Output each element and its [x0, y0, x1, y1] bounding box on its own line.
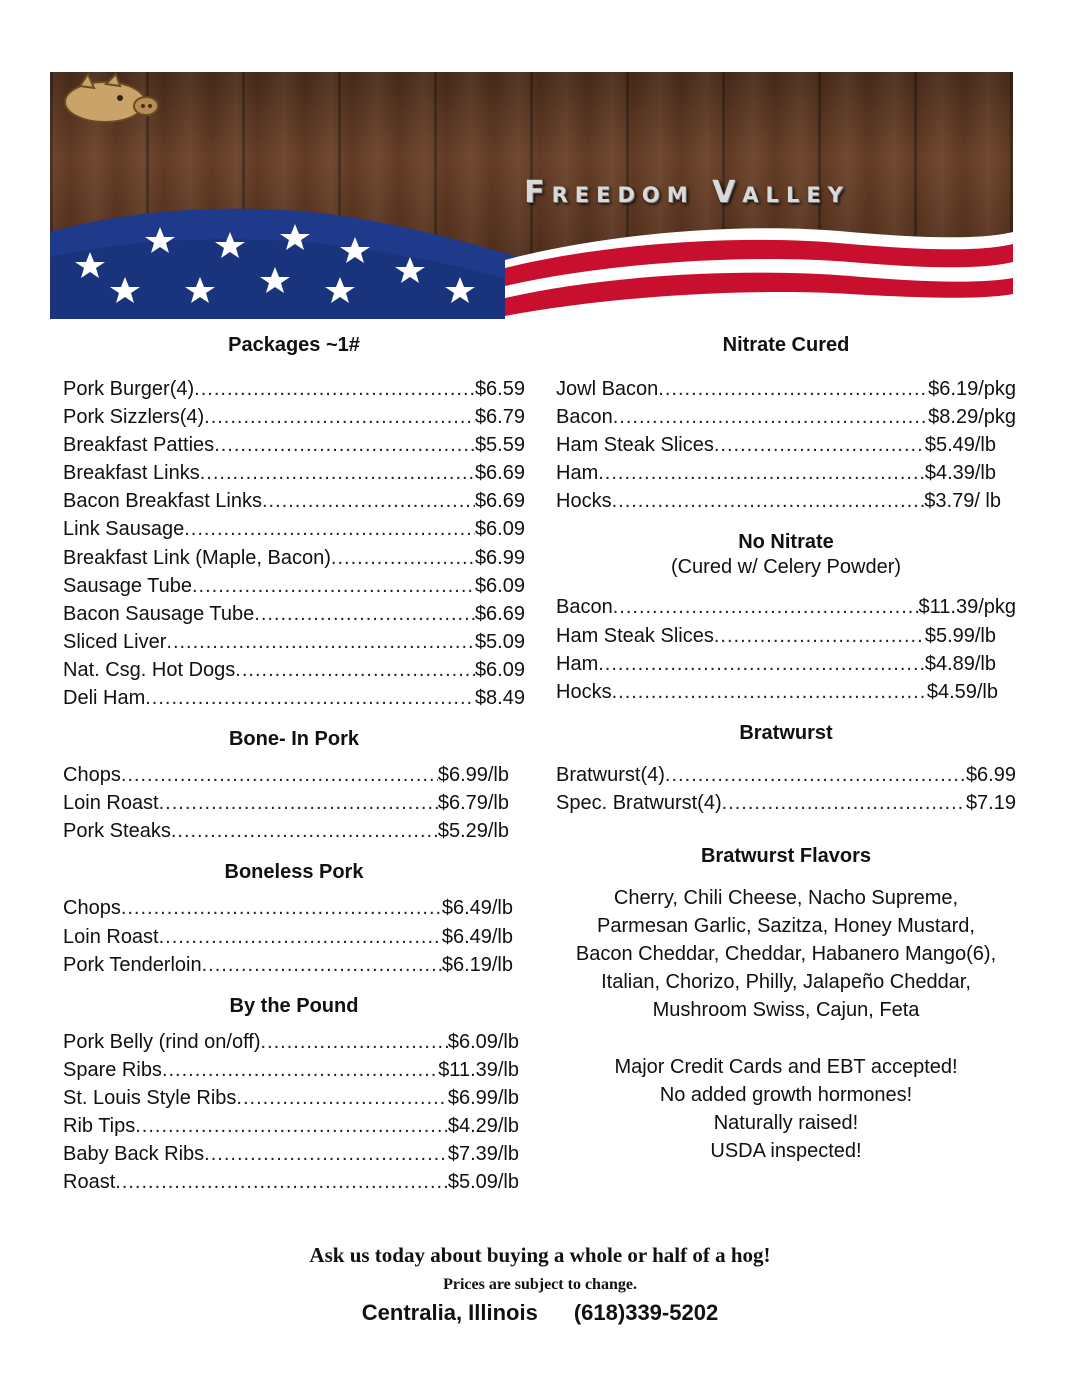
menu-item: Breakfast Link (Maple, Bacon) ..... $6.99 — [63, 544, 525, 572]
location-text: Centralia, Illinois — [361, 1300, 538, 1325]
menu-item: Pork Tenderloin ..... $6.19/lb — [63, 951, 513, 979]
packages-list — [63, 375, 525, 712]
menu-item: Spec. Bratwurst(4) ..... $7.19 — [556, 789, 1016, 817]
left-column — [63, 334, 525, 1196]
bone-in-list — [63, 761, 509, 845]
menu-item: Bacon ..... $8.29/pkg — [556, 403, 1016, 431]
menu-item: Pork Steaks ..... $5.29/lb — [63, 817, 509, 845]
menu-item: Breakfast Links ..... $6.69 — [63, 459, 525, 487]
menu-item: Pork Belly (rind on/off) ..... $6.09/lb — [63, 1028, 519, 1056]
section-heading-bratwurst-flavors: Bratwurst Flavors — [700, 845, 872, 868]
menu-item: Hocks ..... $3.79/ lb — [556, 487, 1001, 515]
flavor-line: Bacon Cheddar, Cheddar, Habanero Mango(6), — [575, 943, 997, 966]
menu-item: Deli Ham ..... $8.49 — [63, 684, 525, 712]
section-heading-bratwurst: Bratwurst — [739, 721, 833, 744]
menu-item: St. Louis Style Ribs ..... $6.99/lb — [63, 1084, 519, 1112]
section-heading-by-pound: By the Pound — [229, 994, 359, 1017]
phone-number: (618)339-5202 — [573, 1300, 719, 1325]
boneless-list — [63, 894, 513, 978]
menu-item: Ham ..... $4.89/lb — [556, 650, 996, 678]
flavors-list — [556, 884, 1016, 1024]
note-line: No added growth hormones! — [659, 1083, 913, 1106]
menu-item: Bacon Breakfast Links ..... $6.69 — [63, 487, 525, 515]
store-notes — [556, 1053, 1016, 1165]
flavor-line: Cherry, Chili Cheese, Nacho Supreme, — [613, 887, 959, 910]
section-heading-packages: Packages ~1# — [228, 334, 360, 356]
menu-item: Loin Roast ..... $6.79/lb — [63, 789, 509, 817]
menu-item: Spare Ribs ..... $11.39/lb — [63, 1056, 519, 1084]
header-banner — [50, 72, 1013, 319]
menu-item: Loin Roast ..... $6.49/lb — [63, 923, 513, 951]
note-line: Major Credit Cards and EBT accepted! — [614, 1055, 958, 1078]
menu-item: Link Sausage ..... $6.09 — [63, 515, 525, 543]
menu-item: Bacon Sausage Tube ..... $6.69 — [63, 600, 525, 628]
menu-item: Bacon ..... $11.39/pkg — [556, 593, 1016, 621]
menu-item: Ham ..... $4.39/lb — [556, 459, 996, 487]
menu-item: Pork Sizzlers(4) ..... $6.79 — [63, 403, 525, 431]
section-heading-boneless: Boneless Pork — [224, 861, 364, 884]
flavor-line: Mushroom Swiss, Cajun, Feta — [652, 999, 920, 1022]
section-heading-bone-in: Bone- In Pork — [228, 728, 359, 751]
menu-item: Chops ..... $6.99/lb — [63, 761, 509, 789]
menu-item: Rib Tips ..... $4.29/lb — [63, 1112, 519, 1140]
section-subheading-no-nitrate: (Cured w/ Celery Powder) — [670, 556, 902, 579]
flavor-line: Italian, Chorizo, Philly, Jalapeño Cheddar, — [601, 971, 971, 994]
price-disclaimer: Prices are subject to change. — [443, 1276, 637, 1293]
no-nitrate-list — [556, 593, 1016, 705]
brand-logo-text: Freedom Valley — [524, 175, 850, 210]
menu-item: Sausage Tube ..... $6.09 — [63, 572, 525, 600]
right-column — [556, 334, 1016, 1165]
menu-item: Bratwurst(4) ..... $6.99 — [556, 761, 1016, 789]
menu-item: Pork Burger(4) ..... $6.59 — [63, 375, 525, 403]
section-heading-no-nitrate: No Nitrate — [738, 531, 834, 554]
menu-item: Roast ..... $5.09/lb — [63, 1168, 519, 1196]
nitrate-cured-list — [556, 375, 1016, 515]
by-pound-list — [63, 1028, 519, 1197]
flavor-line: Parmesan Garlic, Sazitza, Honey Mustard, — [597, 915, 975, 938]
menu-item: Ham Steak Slices ..... $5.49/lb — [556, 431, 996, 459]
menu-item: Ham Steak Slices ..... $5.99/lb — [556, 622, 996, 650]
section-heading-nitrate-cured: Nitrate Cured — [722, 334, 850, 356]
menu-item: Breakfast Patties ..... $5.59 — [63, 431, 525, 459]
menu-item: Jowl Bacon ..... $6.19/pkg — [556, 375, 1016, 403]
whole-hog-callout: Ask us today about buying a whole or half of a hog! — [309, 1243, 771, 1267]
note-line: Naturally raised! — [713, 1111, 859, 1134]
menu-item: Chops ..... $6.49/lb — [63, 894, 513, 922]
bratwurst-list — [556, 761, 1016, 817]
note-line: USDA inspected! — [710, 1139, 862, 1162]
contact-line — [0, 1300, 1080, 1326]
menu-item: Sliced Liver ..... $5.09 — [63, 628, 525, 656]
pig-icon — [50, 72, 168, 132]
menu-item: Baby Back Ribs ..... $7.39/lb — [63, 1140, 519, 1168]
menu-item: Nat. Csg. Hot Dogs ..... $6.09 — [63, 656, 525, 684]
menu-item: Hocks ..... $4.59/lb — [556, 678, 998, 706]
